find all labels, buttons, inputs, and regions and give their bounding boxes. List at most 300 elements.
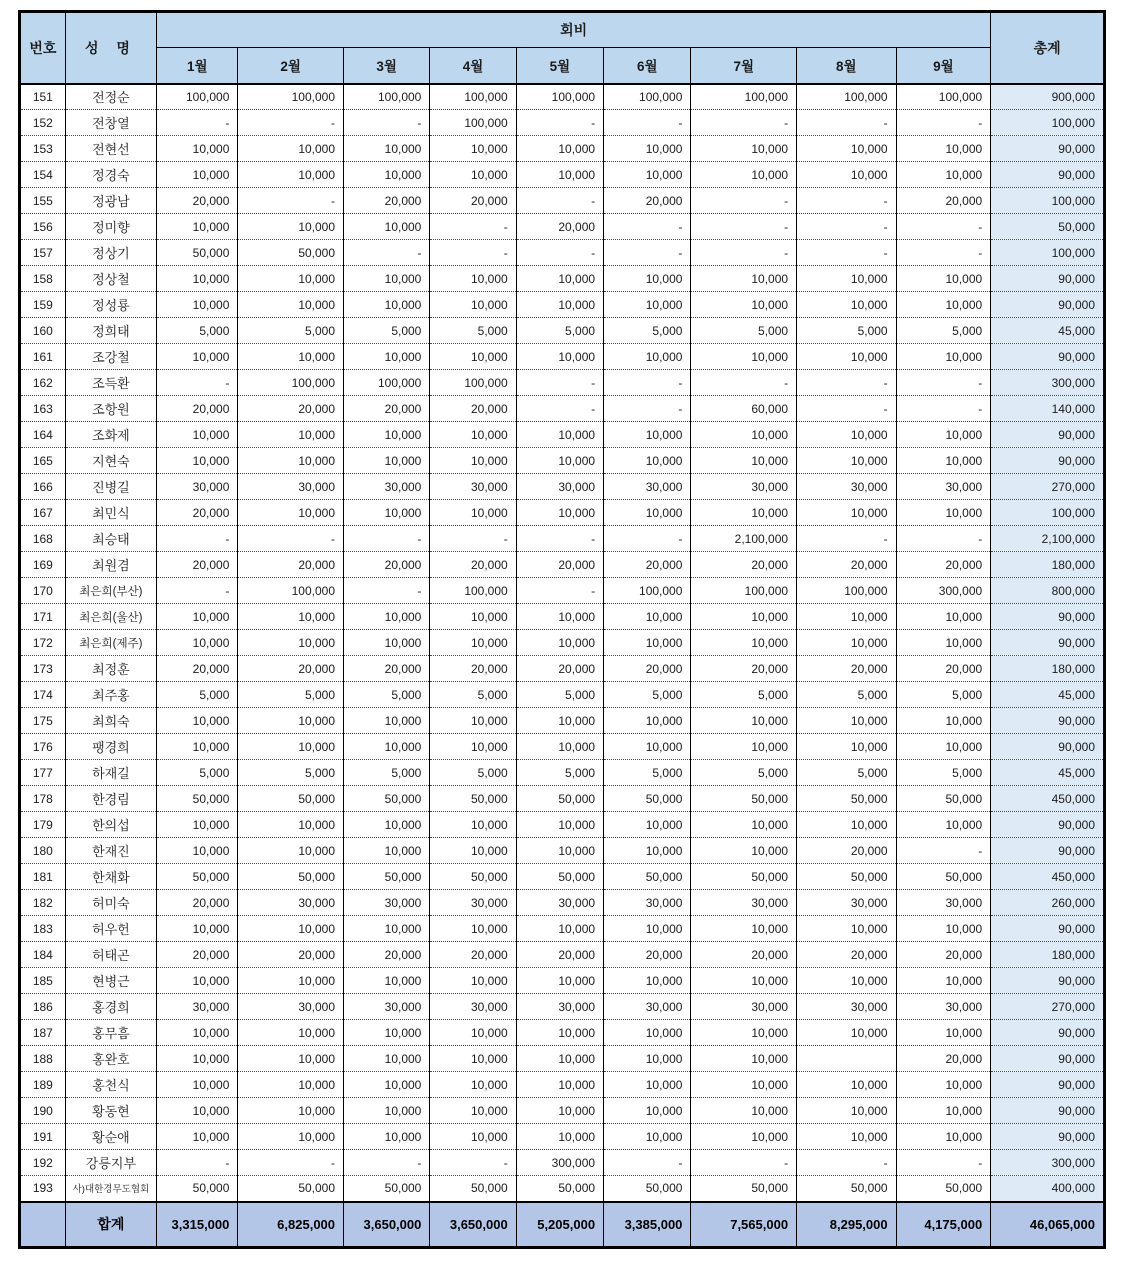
month-fee-cell: 5,000: [516, 760, 603, 786]
month-fee-cell: 10,000: [238, 604, 344, 630]
month-fee-cell: 20,000: [344, 188, 430, 214]
month-fee-cell: 10,000: [344, 1098, 430, 1124]
month-fee-cell: 10,000: [604, 1046, 691, 1072]
month-fee-cell: 10,000: [157, 1098, 238, 1124]
month-fee-cell: -: [797, 188, 897, 214]
table-row: [20, 760, 1105, 786]
row-no-cell: 172: [20, 630, 66, 656]
month-fee-cell: -: [157, 526, 238, 552]
month-fee-cell: 10,000: [896, 604, 991, 630]
month-fee-cell: 30,000: [344, 474, 430, 500]
month-fee-cell: 10,000: [691, 292, 797, 318]
month-fee-cell: -: [238, 110, 344, 136]
month-fee-cell: 10,000: [896, 734, 991, 760]
month-fee-cell: 20,000: [691, 942, 797, 968]
month-fee-cell: 30,000: [516, 890, 603, 916]
month-fee-cell: 10,000: [157, 266, 238, 292]
month-fee-cell: -: [691, 110, 797, 136]
row-no-cell: 186: [20, 994, 66, 1020]
month-fee-cell: -: [516, 396, 603, 422]
row-total-cell: 90,000: [991, 448, 1105, 474]
month-fee-cell: -: [344, 578, 430, 604]
month-fee-cell: 300,000: [896, 578, 991, 604]
member-name-cell: 최승태: [65, 526, 156, 552]
month-fee-cell: 50,000: [604, 1176, 691, 1202]
footer-month-sum: 3,650,000: [430, 1202, 516, 1248]
month-fee-cell: 10,000: [430, 1046, 516, 1072]
row-no-cell: 153: [20, 136, 66, 162]
month-fee-cell: 10,000: [430, 838, 516, 864]
month-fee-cell: 10,000: [516, 344, 603, 370]
month-fee-cell: 30,000: [157, 994, 238, 1020]
header-month-2: 2월: [238, 48, 344, 84]
month-fee-cell: 30,000: [797, 474, 897, 500]
member-name-cell: 허태곤: [65, 942, 156, 968]
table-row: [20, 1150, 1105, 1176]
footer-month-sum: 3,650,000: [344, 1202, 430, 1248]
row-total-cell: 90,000: [991, 162, 1105, 188]
row-total-cell: 90,000: [991, 1046, 1105, 1072]
table-row: [20, 1176, 1105, 1202]
row-total-cell: 90,000: [991, 916, 1105, 942]
month-fee-cell: -: [238, 526, 344, 552]
month-fee-cell: -: [238, 1150, 344, 1176]
month-fee-cell: -: [157, 1150, 238, 1176]
month-fee-cell: 5,000: [344, 318, 430, 344]
month-fee-cell: -: [430, 214, 516, 240]
month-fee-cell: 20,000: [604, 188, 691, 214]
row-no-cell: 180: [20, 838, 66, 864]
month-fee-cell: 20,000: [430, 396, 516, 422]
month-fee-cell: -: [691, 240, 797, 266]
row-no-cell: 168: [20, 526, 66, 552]
month-fee-cell: 30,000: [604, 994, 691, 1020]
month-fee-cell: -: [430, 1150, 516, 1176]
month-fee-cell: 30,000: [516, 994, 603, 1020]
month-fee-cell: 10,000: [604, 422, 691, 448]
month-fee-cell: 10,000: [157, 136, 238, 162]
member-name-cell: 허우헌: [65, 916, 156, 942]
month-fee-cell: 10,000: [604, 916, 691, 942]
table-row: [20, 344, 1105, 370]
month-fee-cell: 5,000: [157, 682, 238, 708]
month-fee-cell: 50,000: [430, 786, 516, 812]
month-fee-cell: 10,000: [430, 1020, 516, 1046]
month-fee-cell: 100,000: [238, 84, 344, 110]
row-total-cell: 300,000: [991, 370, 1105, 396]
month-fee-cell: 20,000: [604, 942, 691, 968]
month-fee-cell: 10,000: [157, 916, 238, 942]
member-name-cell: 최희숙: [65, 708, 156, 734]
month-fee-cell: -: [797, 214, 897, 240]
month-fee-cell: 10,000: [238, 1098, 344, 1124]
member-name-cell: 최정훈: [65, 656, 156, 682]
month-fee-cell: 10,000: [604, 266, 691, 292]
table-row: [20, 838, 1105, 864]
month-fee-cell: 10,000: [604, 812, 691, 838]
month-fee-cell: 5,000: [896, 760, 991, 786]
month-fee-cell: 10,000: [516, 422, 603, 448]
month-fee-cell: 20,000: [516, 214, 603, 240]
month-fee-cell: -: [344, 110, 430, 136]
month-fee-cell: 10,000: [797, 708, 897, 734]
month-fee-cell: -: [691, 1150, 797, 1176]
footer-month-sum: 8,295,000: [797, 1202, 897, 1248]
month-fee-cell: 10,000: [691, 448, 797, 474]
month-fee-cell: 10,000: [344, 812, 430, 838]
footer-label: 합계: [65, 1202, 156, 1248]
month-fee-cell: 10,000: [896, 708, 991, 734]
month-fee-cell: 30,000: [430, 890, 516, 916]
month-fee-cell: 10,000: [238, 968, 344, 994]
month-fee-cell: 50,000: [896, 786, 991, 812]
month-fee-cell: 10,000: [238, 292, 344, 318]
month-fee-cell: 10,000: [344, 708, 430, 734]
month-fee-cell: 20,000: [238, 942, 344, 968]
table-body: [20, 84, 1105, 1202]
month-fee-cell: 10,000: [604, 500, 691, 526]
month-fee-cell: 5,000: [896, 682, 991, 708]
row-no-cell: 176: [20, 734, 66, 760]
table-row: [20, 84, 1105, 110]
month-fee-cell: 10,000: [604, 1098, 691, 1124]
month-fee-cell: 10,000: [430, 1098, 516, 1124]
row-no-cell: 173: [20, 656, 66, 682]
member-name-cell: 정미향: [65, 214, 156, 240]
month-fee-cell: 10,000: [238, 422, 344, 448]
month-fee-cell: -: [516, 110, 603, 136]
month-fee-cell: 20,000: [516, 552, 603, 578]
month-fee-cell: 10,000: [896, 136, 991, 162]
month-fee-cell: -: [896, 214, 991, 240]
month-fee-cell: -: [604, 110, 691, 136]
month-fee-cell: -: [604, 526, 691, 552]
footer-month-sum: 5,205,000: [516, 1202, 603, 1248]
row-no-cell: 184: [20, 942, 66, 968]
month-fee-cell: 10,000: [157, 734, 238, 760]
month-fee-cell: 20,000: [157, 656, 238, 682]
month-fee-cell: 50,000: [797, 1176, 897, 1202]
row-total-cell: 90,000: [991, 734, 1105, 760]
month-fee-cell: -: [157, 370, 238, 396]
row-no-cell: 155: [20, 188, 66, 214]
month-fee-cell: 10,000: [238, 630, 344, 656]
month-fee-cell: 10,000: [344, 344, 430, 370]
table-row: [20, 1072, 1105, 1098]
month-fee-cell: 10,000: [516, 708, 603, 734]
month-fee-cell: 20,000: [896, 552, 991, 578]
month-fee-cell: 60,000: [691, 396, 797, 422]
month-fee-cell: 10,000: [604, 1020, 691, 1046]
member-name-cell: 정상철: [65, 266, 156, 292]
month-fee-cell: 10,000: [238, 448, 344, 474]
table-row: [20, 318, 1105, 344]
month-fee-cell: 10,000: [344, 266, 430, 292]
row-total-cell: 450,000: [991, 786, 1105, 812]
month-fee-cell: -: [691, 370, 797, 396]
row-no-cell: 178: [20, 786, 66, 812]
month-fee-cell: 10,000: [516, 136, 603, 162]
month-fee-cell: 10,000: [604, 968, 691, 994]
month-fee-cell: 30,000: [430, 474, 516, 500]
row-total-cell: 90,000: [991, 292, 1105, 318]
month-fee-cell: 10,000: [896, 422, 991, 448]
row-total-cell: 90,000: [991, 422, 1105, 448]
month-fee-cell: 50,000: [344, 786, 430, 812]
member-name-cell: 한경림: [65, 786, 156, 812]
row-no-cell: 190: [20, 1098, 66, 1124]
member-name-cell: 현병근: [65, 968, 156, 994]
member-name-cell: 최민식: [65, 500, 156, 526]
header-month-4: 4월: [430, 48, 516, 84]
month-fee-cell: 10,000: [604, 1124, 691, 1150]
row-total-cell: 900,000: [991, 84, 1105, 110]
month-fee-cell: [797, 1046, 897, 1072]
month-fee-cell: 50,000: [797, 786, 897, 812]
row-no-cell: 163: [20, 396, 66, 422]
month-fee-cell: 10,000: [430, 266, 516, 292]
month-fee-cell: 10,000: [797, 344, 897, 370]
month-fee-cell: 100,000: [430, 578, 516, 604]
month-fee-cell: 10,000: [604, 630, 691, 656]
row-no-cell: 165: [20, 448, 66, 474]
month-fee-cell: 100,000: [604, 578, 691, 604]
month-fee-cell: 30,000: [797, 890, 897, 916]
member-name-cell: 최은희(부산): [65, 578, 156, 604]
month-fee-cell: 10,000: [516, 500, 603, 526]
month-fee-cell: 30,000: [238, 474, 344, 500]
month-fee-cell: 10,000: [430, 630, 516, 656]
member-name-cell: 최주홍: [65, 682, 156, 708]
header-month-6: 6월: [604, 48, 691, 84]
member-name-cell: 정광남: [65, 188, 156, 214]
member-name-cell: 전창열: [65, 110, 156, 136]
month-fee-cell: 5,000: [344, 682, 430, 708]
month-fee-cell: 20,000: [691, 656, 797, 682]
month-fee-cell: 10,000: [516, 630, 603, 656]
member-name-cell: 황동현: [65, 1098, 156, 1124]
month-fee-cell: 10,000: [797, 422, 897, 448]
month-fee-cell: 50,000: [604, 864, 691, 890]
month-fee-cell: 100,000: [238, 370, 344, 396]
table-row: [20, 864, 1105, 890]
month-fee-cell: 30,000: [344, 994, 430, 1020]
month-fee-cell: 30,000: [896, 994, 991, 1020]
month-fee-cell: 50,000: [157, 240, 238, 266]
row-no-cell: 188: [20, 1046, 66, 1072]
month-fee-cell: 5,000: [797, 318, 897, 344]
month-fee-cell: 10,000: [691, 968, 797, 994]
header-fee-group: 회비: [157, 12, 991, 48]
month-fee-cell: 50,000: [430, 1176, 516, 1202]
month-fee-cell: 5,000: [896, 318, 991, 344]
table-row: [20, 630, 1105, 656]
month-fee-cell: 10,000: [344, 916, 430, 942]
table-row: [20, 396, 1105, 422]
member-name-cell: 정희태: [65, 318, 156, 344]
row-total-cell: 45,000: [991, 318, 1105, 344]
table-row: [20, 604, 1105, 630]
month-fee-cell: 10,000: [896, 1124, 991, 1150]
month-fee-cell: 10,000: [691, 1072, 797, 1098]
month-fee-cell: 100,000: [430, 370, 516, 396]
table-row: [20, 500, 1105, 526]
month-fee-cell: 100,000: [238, 578, 344, 604]
member-name-cell: 최은희(제주): [65, 630, 156, 656]
month-fee-cell: 10,000: [430, 734, 516, 760]
row-no-cell: 169: [20, 552, 66, 578]
row-total-cell: 300,000: [991, 1150, 1105, 1176]
month-fee-cell: 5,000: [344, 760, 430, 786]
month-fee-cell: 10,000: [691, 1020, 797, 1046]
table-row: [20, 890, 1105, 916]
month-fee-cell: 10,000: [896, 1098, 991, 1124]
member-name-cell: 한재진: [65, 838, 156, 864]
member-name-cell: 홍무흠: [65, 1020, 156, 1046]
footer-month-sum: 3,315,000: [157, 1202, 238, 1248]
month-fee-cell: 10,000: [238, 1020, 344, 1046]
footer-grand-total: 46,065,000: [991, 1202, 1105, 1248]
month-fee-cell: -: [896, 240, 991, 266]
month-fee-cell: 10,000: [691, 1124, 797, 1150]
month-fee-cell: 10,000: [896, 344, 991, 370]
member-name-cell: 전정순: [65, 84, 156, 110]
month-fee-cell: 10,000: [430, 604, 516, 630]
month-fee-cell: 20,000: [430, 942, 516, 968]
month-fee-cell: 10,000: [430, 1124, 516, 1150]
month-fee-cell: 10,000: [516, 734, 603, 760]
table-row: [20, 474, 1105, 500]
header-name: 성 명: [65, 12, 156, 84]
row-no-cell: 159: [20, 292, 66, 318]
table-row: [20, 162, 1105, 188]
month-fee-cell: 20,000: [157, 500, 238, 526]
member-name-cell: 조득환: [65, 370, 156, 396]
month-fee-cell: 5,000: [157, 760, 238, 786]
header-month-7: 7월: [691, 48, 797, 84]
row-no-cell: 161: [20, 344, 66, 370]
month-fee-cell: 30,000: [604, 474, 691, 500]
footer-month-sum: 7,565,000: [691, 1202, 797, 1248]
member-name-cell: 한채화: [65, 864, 156, 890]
row-no-cell: 157: [20, 240, 66, 266]
month-fee-cell: 10,000: [238, 1046, 344, 1072]
member-name-cell: 홍경희: [65, 994, 156, 1020]
month-fee-cell: -: [604, 1150, 691, 1176]
month-fee-cell: 10,000: [797, 136, 897, 162]
table-row: [20, 136, 1105, 162]
month-fee-cell: 10,000: [344, 136, 430, 162]
row-total-cell: 270,000: [991, 474, 1105, 500]
month-fee-cell: 100,000: [896, 84, 991, 110]
table-row: [20, 994, 1105, 1020]
month-fee-cell: 10,000: [797, 448, 897, 474]
month-fee-cell: 5,000: [516, 318, 603, 344]
month-fee-cell: 10,000: [238, 344, 344, 370]
month-fee-cell: 10,000: [516, 916, 603, 942]
month-fee-cell: 30,000: [896, 890, 991, 916]
month-fee-cell: 10,000: [516, 604, 603, 630]
fee-table: [18, 10, 1106, 1249]
header-month-9: 9월: [896, 48, 991, 84]
row-total-cell: 400,000: [991, 1176, 1105, 1202]
month-fee-cell: 50,000: [344, 1176, 430, 1202]
month-fee-cell: 20,000: [430, 656, 516, 682]
month-fee-cell: 10,000: [797, 500, 897, 526]
month-fee-cell: 50,000: [238, 240, 344, 266]
row-total-cell: 90,000: [991, 266, 1105, 292]
month-fee-cell: 10,000: [157, 1020, 238, 1046]
table-row: [20, 968, 1105, 994]
month-fee-cell: -: [896, 110, 991, 136]
row-total-cell: 180,000: [991, 942, 1105, 968]
member-name-cell: 진병길: [65, 474, 156, 500]
month-fee-cell: -: [691, 214, 797, 240]
month-fee-cell: 50,000: [691, 864, 797, 890]
month-fee-cell: 10,000: [157, 344, 238, 370]
month-fee-cell: 10,000: [238, 266, 344, 292]
month-fee-cell: 20,000: [344, 396, 430, 422]
month-fee-cell: -: [604, 214, 691, 240]
table-row: [20, 1098, 1105, 1124]
row-no-cell: 162: [20, 370, 66, 396]
month-fee-cell: 10,000: [896, 448, 991, 474]
row-total-cell: 180,000: [991, 552, 1105, 578]
month-fee-cell: 10,000: [344, 1124, 430, 1150]
month-fee-cell: 20,000: [604, 656, 691, 682]
row-no-cell: 182: [20, 890, 66, 916]
month-fee-cell: 5,000: [430, 760, 516, 786]
month-fee-cell: 10,000: [896, 292, 991, 318]
month-fee-cell: -: [157, 578, 238, 604]
member-name-cell: 정성룡: [65, 292, 156, 318]
month-fee-cell: -: [157, 110, 238, 136]
month-fee-cell: 10,000: [157, 162, 238, 188]
table-row: [20, 266, 1105, 292]
month-fee-cell: 10,000: [691, 812, 797, 838]
month-fee-cell: 20,000: [516, 942, 603, 968]
table-footer: [20, 1202, 1105, 1248]
month-fee-cell: 50,000: [157, 1176, 238, 1202]
row-total-cell: 90,000: [991, 344, 1105, 370]
month-fee-cell: 5,000: [238, 318, 344, 344]
month-fee-cell: 30,000: [430, 994, 516, 1020]
member-name-cell: 허미숙: [65, 890, 156, 916]
month-fee-cell: 20,000: [604, 552, 691, 578]
month-fee-cell: 10,000: [797, 604, 897, 630]
header-month-3: 3월: [344, 48, 430, 84]
month-fee-cell: 10,000: [797, 266, 897, 292]
member-name-cell: 사)대한경무도협회: [65, 1176, 156, 1202]
month-fee-cell: -: [430, 526, 516, 552]
month-fee-cell: 10,000: [604, 136, 691, 162]
header-month-1: 1월: [157, 48, 238, 84]
month-fee-cell: 10,000: [691, 604, 797, 630]
month-fee-cell: 10,000: [238, 136, 344, 162]
month-fee-cell: 10,000: [430, 1072, 516, 1098]
row-total-cell: 50,000: [991, 214, 1105, 240]
month-fee-cell: -: [797, 1150, 897, 1176]
month-fee-cell: 10,000: [516, 266, 603, 292]
month-fee-cell: 10,000: [516, 1072, 603, 1098]
month-fee-cell: 10,000: [344, 1046, 430, 1072]
month-fee-cell: 10,000: [691, 708, 797, 734]
month-fee-cell: 10,000: [157, 630, 238, 656]
table-row: [20, 1020, 1105, 1046]
month-fee-cell: 10,000: [157, 422, 238, 448]
month-fee-cell: 10,000: [691, 916, 797, 942]
month-fee-cell: 10,000: [516, 162, 603, 188]
